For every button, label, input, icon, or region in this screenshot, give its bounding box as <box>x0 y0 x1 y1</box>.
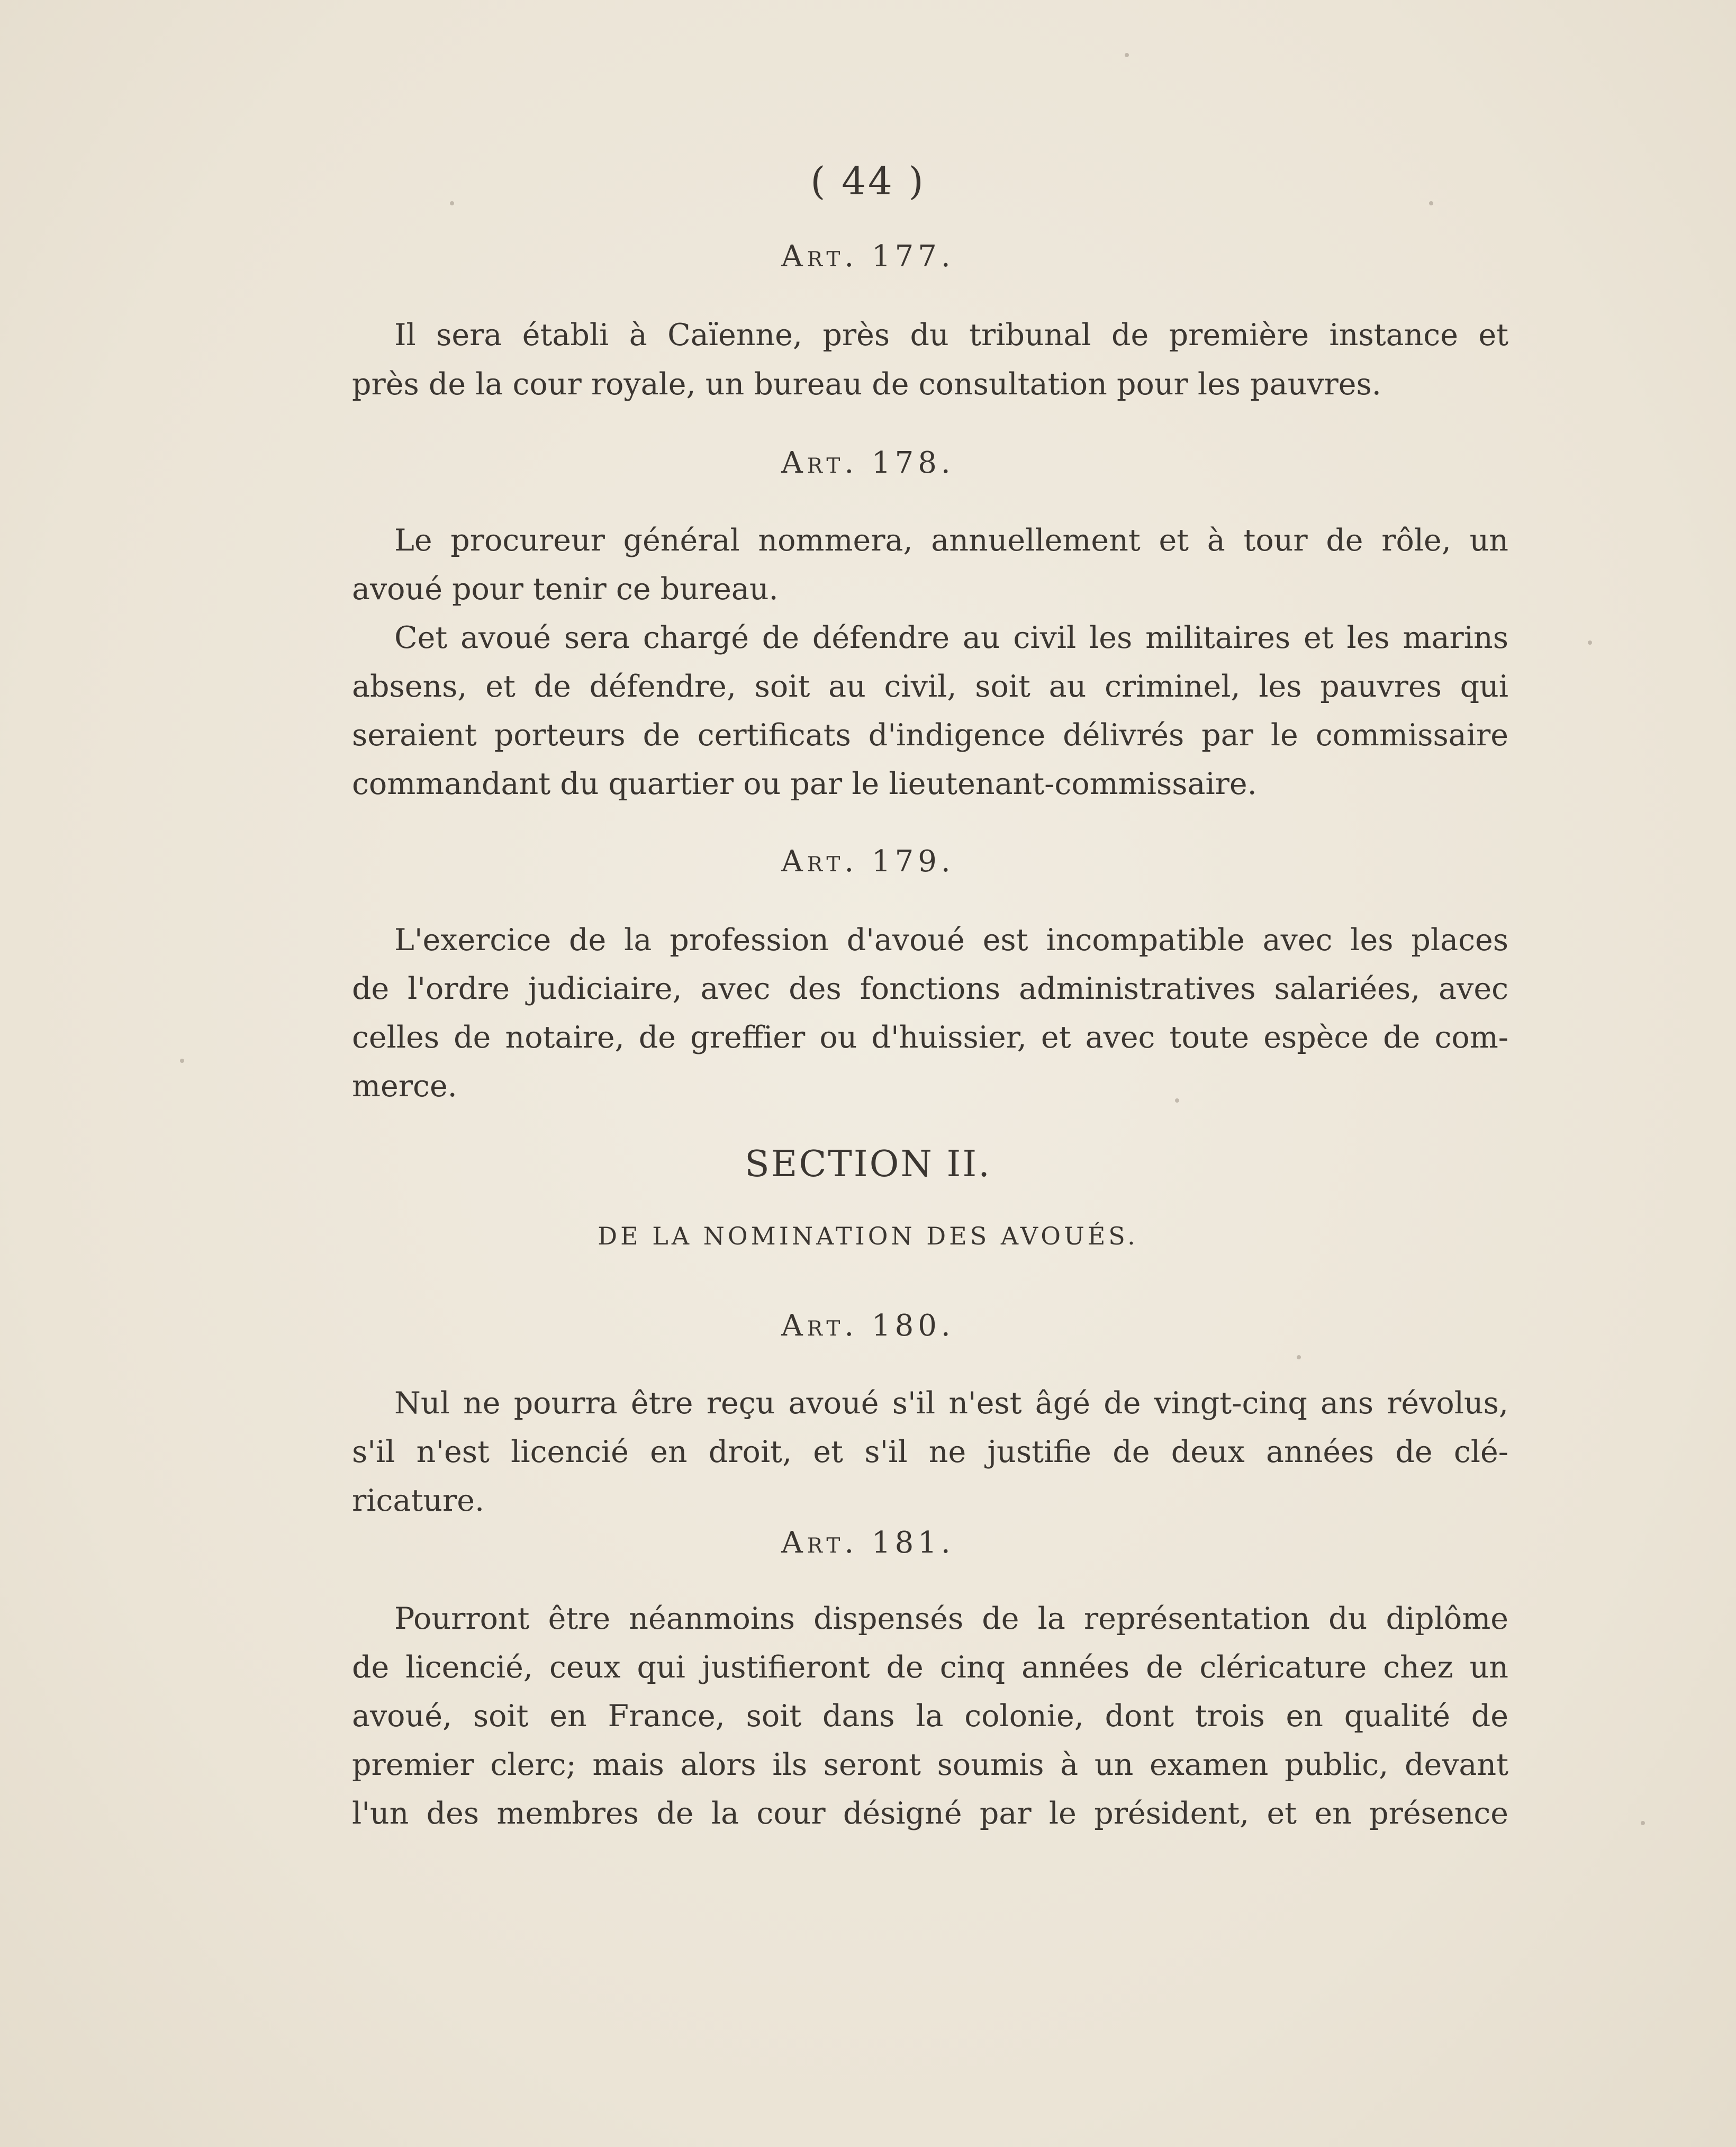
paper-speck <box>450 201 454 205</box>
paper-speck <box>1297 1355 1301 1359</box>
paper-speck <box>1175 1098 1179 1103</box>
article-181-line-2: de licencié, ceux qui justifieront de cinq années de cléricature chez un <box>352 1650 1508 1685</box>
article-179-line-3: celles de notaire, de greffier ou d'huissier, et avec toute espèce de com- <box>352 1020 1508 1055</box>
article-181-line-3: avoué, soit en France, soit dans la colonie, dont trois en qualité de <box>352 1699 1508 1734</box>
article-178-line-3: Cet avoué sera chargé de défendre au civil les militaires et les marins <box>394 620 1508 655</box>
article-178-line-6: commandant du quartier ou par le lieutenant-commissaire. <box>352 766 1257 801</box>
paper-speck <box>180 1059 184 1063</box>
paper-speck <box>1125 53 1129 57</box>
article-178-line-2: avoué pour tenir ce bureau. <box>352 572 779 607</box>
section-heading: SECTION II. <box>745 1143 991 1185</box>
article-180-line-2: s'il n'est licencié en droit, et s'il ne justifie de deux années de clé- <box>352 1435 1508 1469</box>
section-subheading: DE LA NOMINATION DES AVOUÉS. <box>598 1222 1138 1250</box>
article-178-line-1: Le procureur général nommera, annuellement et à tour de rôle, un <box>394 523 1508 558</box>
article-177-line-1: Il sera établi à Caïenne, près du tribunal de première instance et <box>394 318 1508 353</box>
article-178-line-5: seraient porteurs de certificats d'indigence délivrés par le commissaire <box>352 718 1508 753</box>
article-178-line-4: absens, et de défendre, soit au civil, soit au criminel, les pauvres qui <box>352 669 1508 704</box>
paper-speck <box>1588 641 1592 645</box>
paper-speck <box>1641 1821 1645 1825</box>
article-180-heading: Art. 180. <box>781 1309 955 1343</box>
article-177-heading: Art. 177. <box>781 239 955 274</box>
article-181-line-4: premier clerc; mais alors ils seront soumis à un examen public, devant <box>352 1747 1508 1782</box>
article-180-line-1: Nul ne pourra être reçu avoué s'il n'est âgé de vingt-cinq ans révolus, <box>394 1386 1508 1421</box>
article-179-line-4: merce. <box>352 1069 457 1104</box>
article-179-line-1: L'exercice de la profession d'avoué est incompatible avec les places <box>394 923 1508 958</box>
article-177-line-2: près de la cour royale, un bureau de consultation pour les pauvres. <box>352 367 1381 402</box>
article-181-line-5: l'un des membres de la cour désigné par le président, et en présence <box>352 1796 1508 1831</box>
paper-speck <box>1429 201 1433 205</box>
article-181-heading: Art. 181. <box>781 1526 955 1560</box>
article-179-heading: Art. 179. <box>781 844 955 879</box>
article-178-heading: Art. 178. <box>781 446 955 480</box>
page-number: ( 44 ) <box>810 159 926 203</box>
article-181-line-1: Pourront être néanmoins dispensés de la représentation du diplôme <box>394 1601 1508 1636</box>
article-179-line-2: de l'ordre judiciaire, avec des fonctions administratives salariées, avec <box>352 971 1508 1006</box>
article-180-line-3: ricature. <box>352 1483 485 1518</box>
